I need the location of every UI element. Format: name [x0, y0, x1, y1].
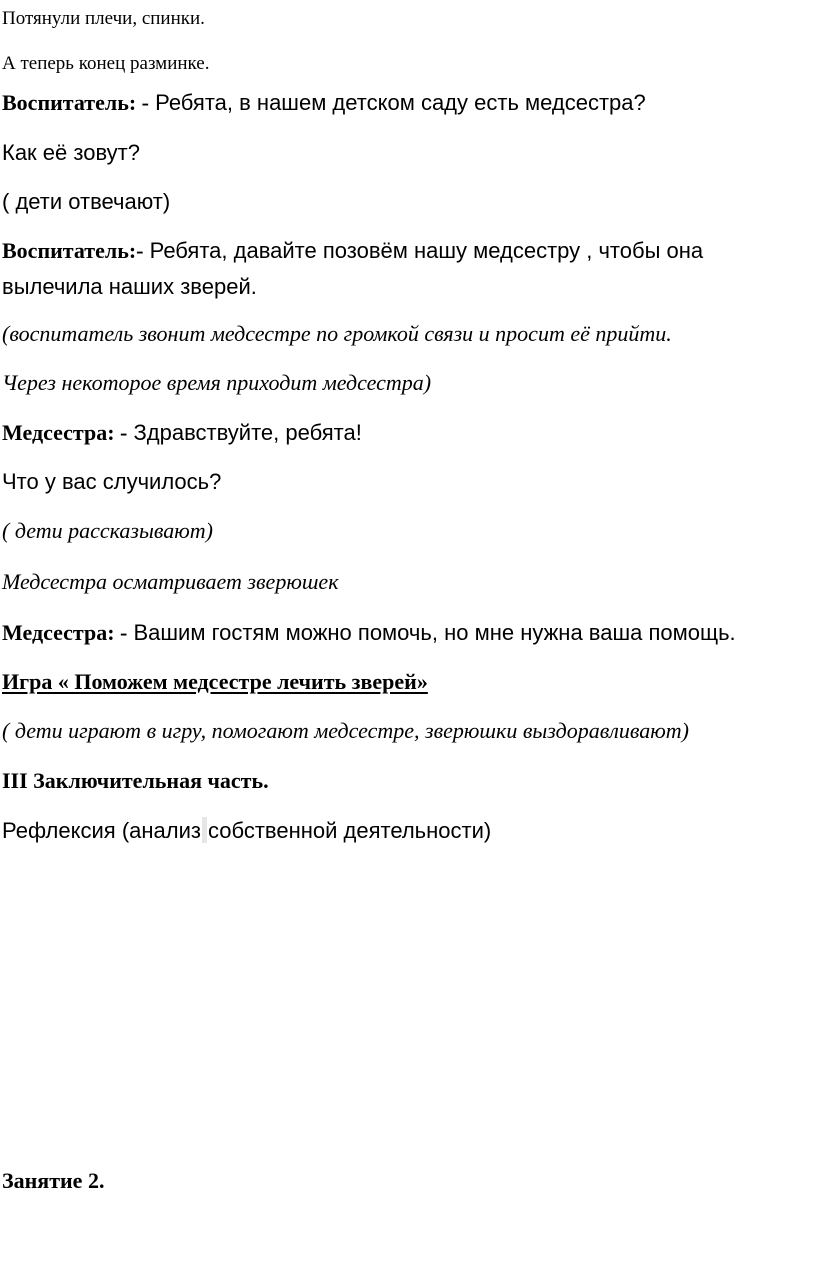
text-cursor: [202, 817, 207, 843]
lesson-heading: Занятие 2.: [2, 1168, 105, 1193]
stage-direction-5: ( дети играют в игру, помогают медсестре, зверюшки выздоравливают): [2, 718, 689, 743]
stage-direction-2: Через некоторое время приходит медсестра): [2, 370, 432, 395]
reflection-line: [2, 817, 491, 843]
speaker-label-nurse: Медсестра: -: [2, 420, 128, 445]
teacher-line-2: [2, 238, 703, 263]
text-line-5: ( дети отвечают): [2, 189, 171, 214]
speech-text: Здравствуйте, ребята!: [127, 420, 362, 445]
section-heading: III Заключительная часть.: [2, 768, 269, 793]
speaker-label-teacher: Воспитатель:-: [2, 238, 144, 263]
speaker-label-nurse: Медсестра: -: [2, 620, 128, 645]
reflection-text-a: Рефлексия (анализ: [2, 818, 201, 843]
text-line-4: Как её зовут?: [2, 140, 140, 165]
nurse-line-1: [2, 420, 362, 445]
stage-direction-3: ( дети рассказывают): [2, 518, 213, 543]
teacher-line-1: [2, 90, 646, 115]
speech-text: Ребята, давайте позовём нашу медсестру , чтобы она: [143, 238, 704, 263]
stage-direction-1: (воспитатель звонит медсестре по громкой связи и просит её прийти.: [2, 321, 672, 346]
speech-text: Вашим гостям можно помочь, но мне нужна ваша помощь.: [127, 620, 736, 645]
text-line-2: А теперь конец разминке.: [2, 53, 210, 74]
game-heading: Игра « Поможем медсестре лечить зверей»: [2, 669, 428, 694]
speaker-label-teacher: Воспитатель: -: [2, 90, 149, 115]
nurse-line-2: [2, 620, 736, 645]
stage-direction-4: Медсестра осматривает зверюшек: [2, 569, 339, 594]
speech-text: Ребята, в нашем детском саду есть медсестра?: [149, 90, 646, 115]
text-line-11: Что у вас случилось?: [2, 469, 222, 494]
text-line-1: Потянули плечи, спинки.: [2, 8, 205, 29]
text-line-7: вылечила наших зверей.: [2, 274, 257, 299]
reflection-text-b: собственной деятельности): [207, 818, 492, 843]
